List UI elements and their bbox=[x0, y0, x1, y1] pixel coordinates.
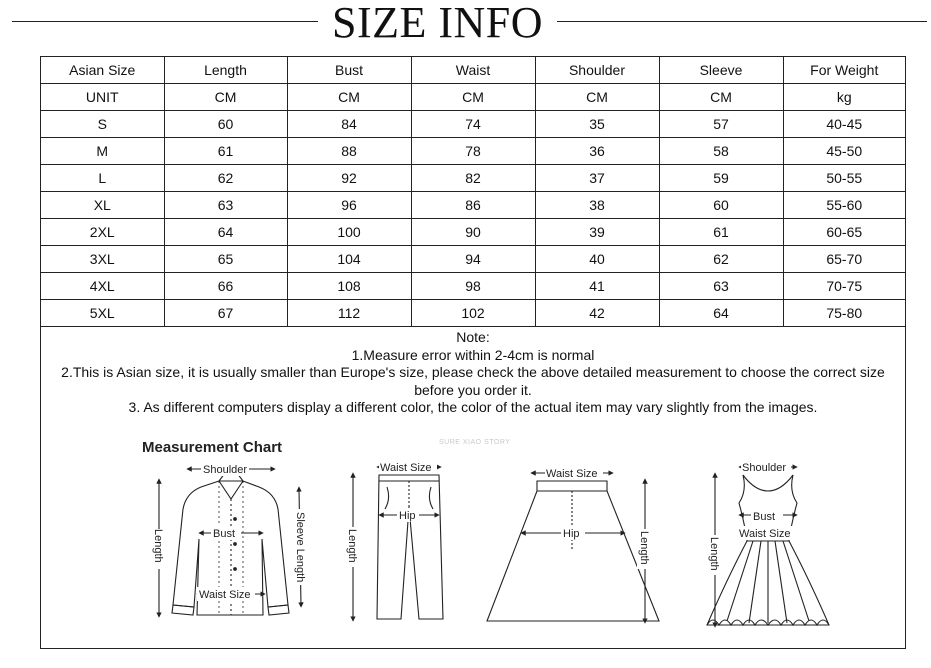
table-cell: 98 bbox=[411, 273, 535, 300]
table-cell: 104 bbox=[287, 246, 411, 273]
table-cell: 35 bbox=[535, 111, 659, 138]
table-cell: 60 bbox=[164, 111, 287, 138]
table-row bbox=[41, 273, 905, 300]
table-cell: 38 bbox=[535, 192, 659, 219]
size-info-frame bbox=[40, 56, 906, 649]
table-cell: CM bbox=[287, 84, 411, 111]
table-cell: 58 bbox=[659, 138, 783, 165]
shirt-waist-label: Waist Size bbox=[199, 589, 251, 601]
shirt-bust-label: Bust bbox=[213, 528, 236, 540]
dress-bust-label: Bust bbox=[753, 511, 776, 523]
shirt-collar bbox=[219, 473, 243, 499]
table-cell: S bbox=[41, 111, 164, 138]
skirt-length-label: Length bbox=[638, 531, 650, 565]
shirt-shoulder-label: Shoulder bbox=[203, 464, 248, 476]
table-cell: Asian Size bbox=[41, 57, 164, 84]
table-cell: Sleeve bbox=[659, 57, 783, 84]
dress-length-label: Length bbox=[708, 537, 720, 571]
table-header-row bbox=[41, 57, 905, 84]
table-cell: Bust bbox=[287, 57, 411, 84]
dress-waist-label: Waist Size bbox=[739, 528, 791, 540]
note-2: 2.This is Asian size, it is usually smaller than Europe's size, please check the above detailed measurement to choose the correct size bbox=[61, 364, 885, 380]
table-cell: 62 bbox=[659, 246, 783, 273]
table-cell: 37 bbox=[535, 165, 659, 192]
dress-diagram bbox=[707, 467, 829, 625]
watermark: SURE XIAO STORY bbox=[439, 439, 511, 446]
title-row bbox=[0, 0, 931, 50]
note-1: 1.Measure error within 2-4cm is normal bbox=[351, 346, 595, 363]
table-unit-row bbox=[41, 84, 905, 111]
title-divider-right bbox=[557, 21, 927, 22]
table-cell: L bbox=[41, 165, 164, 192]
skirt-hip-label: Hip bbox=[563, 528, 580, 540]
table-cell: M bbox=[41, 138, 164, 165]
table-cell: CM bbox=[164, 84, 287, 111]
notes-block bbox=[41, 329, 905, 417]
table-cell: 45-50 bbox=[783, 138, 905, 165]
table-row bbox=[41, 165, 905, 192]
table-cell: 40 bbox=[535, 246, 659, 273]
notes-heading: Note: bbox=[456, 329, 490, 345]
table-cell: 63 bbox=[659, 273, 783, 300]
table-cell: 108 bbox=[287, 273, 411, 300]
table-cell: 88 bbox=[287, 138, 411, 165]
table-cell: 74 bbox=[411, 111, 535, 138]
table-row bbox=[41, 219, 905, 246]
skirt-diagram bbox=[487, 473, 659, 621]
table-row bbox=[41, 192, 905, 219]
size-table bbox=[41, 57, 905, 327]
table-cell: 3XL bbox=[41, 246, 164, 273]
table-cell: 50-55 bbox=[783, 165, 905, 192]
table-cell: 61 bbox=[659, 219, 783, 246]
table-cell: 96 bbox=[287, 192, 411, 219]
table-cell: UNIT bbox=[41, 84, 164, 111]
dress-shoulder-label: Shoulder bbox=[742, 462, 787, 474]
pants-hip-label: Hip bbox=[399, 510, 416, 522]
table-row bbox=[41, 111, 905, 138]
pants-outline bbox=[377, 475, 443, 619]
table-cell: CM bbox=[535, 84, 659, 111]
table-cell: 102 bbox=[411, 300, 535, 327]
pants-diagram bbox=[353, 467, 443, 619]
pants-length-label: Length bbox=[346, 529, 358, 563]
table-cell: 41 bbox=[535, 273, 659, 300]
table-cell: 39 bbox=[535, 219, 659, 246]
table-cell: 60-65 bbox=[783, 219, 905, 246]
table-cell: 5XL bbox=[41, 300, 164, 327]
title-divider-left bbox=[12, 21, 318, 22]
table-cell: 90 bbox=[411, 219, 535, 246]
shirt-sleeve-label: Sleeve Length bbox=[294, 512, 306, 583]
table-cell: 65-70 bbox=[783, 246, 905, 273]
table-cell: 40-45 bbox=[783, 111, 905, 138]
table-row bbox=[41, 246, 905, 273]
table-cell: 64 bbox=[164, 219, 287, 246]
table-cell: 4XL bbox=[41, 273, 164, 300]
table-cell: 65 bbox=[164, 246, 287, 273]
table-cell: For Weight bbox=[783, 57, 905, 84]
table-cell: 62 bbox=[164, 165, 287, 192]
table-cell: CM bbox=[659, 84, 783, 111]
table-cell: 92 bbox=[287, 165, 411, 192]
skirt-outline bbox=[487, 481, 659, 621]
table-cell: 84 bbox=[287, 111, 411, 138]
table-cell: 82 bbox=[411, 165, 535, 192]
skirt-waist-label: Waist Size bbox=[546, 468, 598, 480]
table-cell: Length bbox=[164, 57, 287, 84]
note-3: 3. As different computers display a different color, the color of the actual item may vary slightly from the images. bbox=[128, 399, 818, 415]
table-cell: 70-75 bbox=[783, 273, 905, 300]
table-cell: 112 bbox=[287, 300, 411, 327]
table-cell: 66 bbox=[164, 273, 287, 300]
note-2-continued: before you order it. bbox=[414, 381, 532, 398]
table-cell: 36 bbox=[535, 138, 659, 165]
table-cell: XL bbox=[41, 192, 164, 219]
table-cell: 86 bbox=[411, 192, 535, 219]
table-cell: Shoulder bbox=[535, 57, 659, 84]
table-cell: 94 bbox=[411, 246, 535, 273]
measurement-chart-title: Measurement Chart bbox=[142, 439, 283, 456]
table-row bbox=[41, 300, 905, 327]
page-title: SIZE INFO bbox=[331, 0, 544, 47]
shirt-length-label: Length bbox=[152, 529, 164, 563]
table-cell: 2XL bbox=[41, 219, 164, 246]
table-cell: 59 bbox=[659, 165, 783, 192]
table-cell: 64 bbox=[659, 300, 783, 327]
pants-waist-label: Waist Size bbox=[380, 462, 432, 474]
table-cell: 55-60 bbox=[783, 192, 905, 219]
table-cell: 75-80 bbox=[783, 300, 905, 327]
table-cell: 67 bbox=[164, 300, 287, 327]
table-cell: 63 bbox=[164, 192, 287, 219]
table-row bbox=[41, 138, 905, 165]
table-cell: 61 bbox=[164, 138, 287, 165]
table-cell: kg bbox=[783, 84, 905, 111]
table-cell: 57 bbox=[659, 111, 783, 138]
table-cell: Waist bbox=[411, 57, 535, 84]
table-cell: 60 bbox=[659, 192, 783, 219]
table-cell: CM bbox=[411, 84, 535, 111]
garment-diagrams bbox=[41, 429, 905, 649]
table-cell: 42 bbox=[535, 300, 659, 327]
table-cell: 78 bbox=[411, 138, 535, 165]
table-cell: 100 bbox=[287, 219, 411, 246]
measurement-chart bbox=[41, 429, 905, 649]
